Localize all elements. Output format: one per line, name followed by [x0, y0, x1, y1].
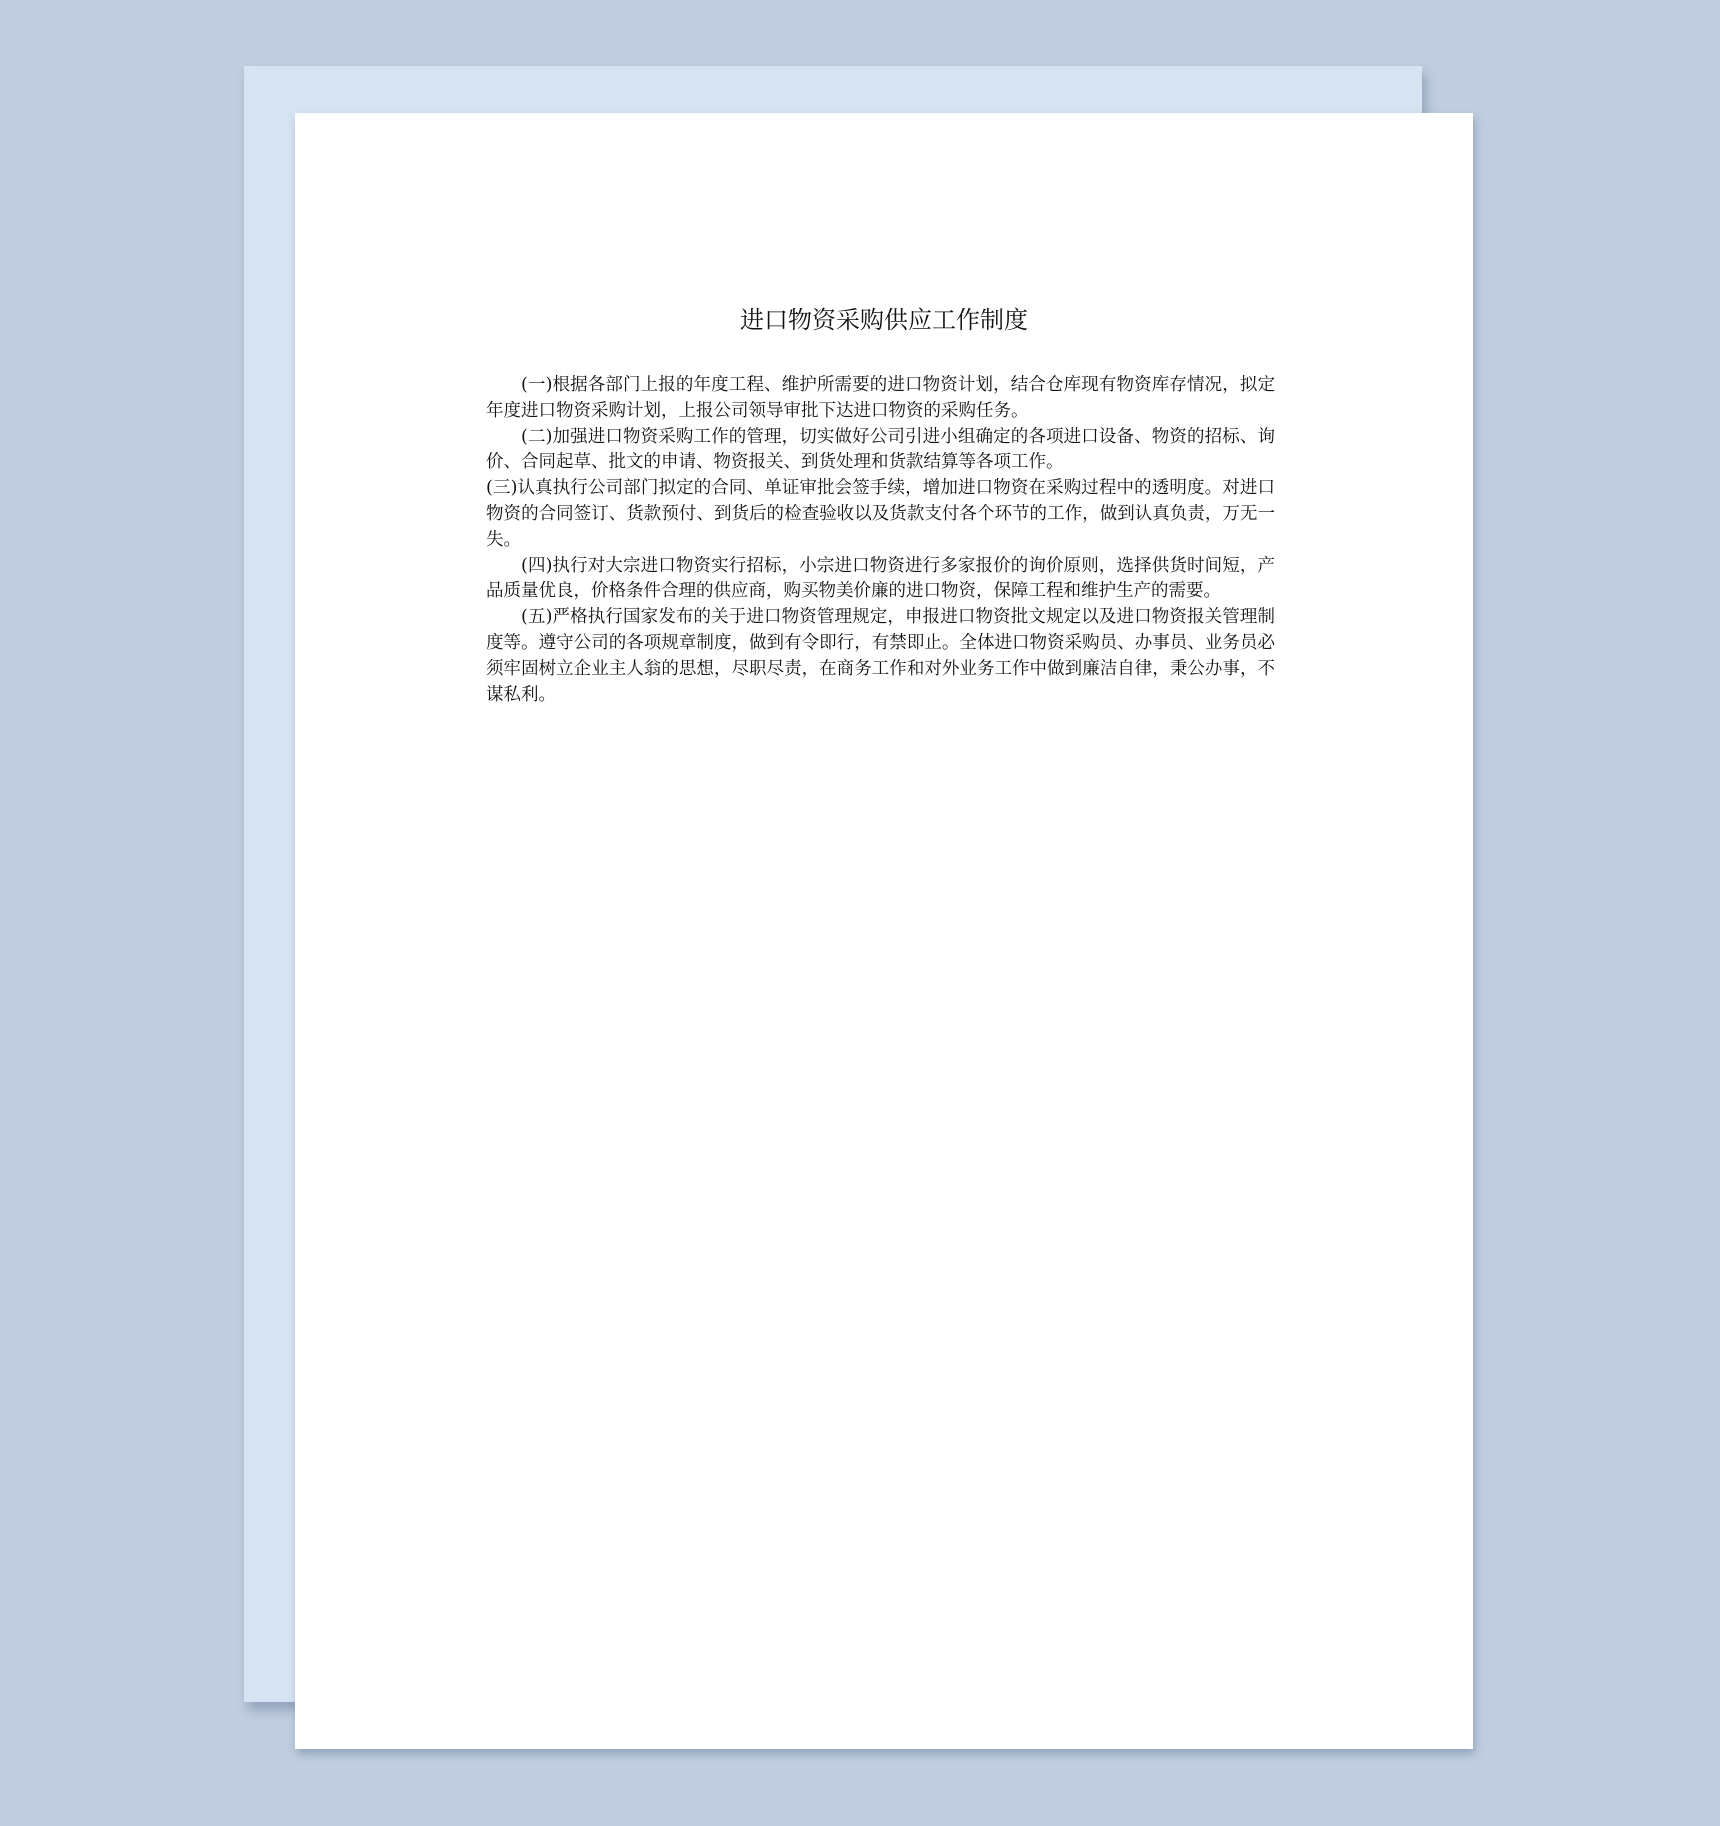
paragraph-3: (三)认真执行公司部门拟定的合同、单证审批会签手续，增加进口物资在采购过程中的透明度。对进口物资的合同签订、货款预付、到货后的检查验收以及货款支付各个环节的工作，做到认真负责，万无一失。	[486, 478, 1275, 550]
paragraph-5: (五)严格执行国家发布的关于进口物资管理规定，申报进口物资批文规定以及进口物资报关管理制度等。遵守公司的各项规章制度，做到有令即行，有禁即止。全体进口物资采购员、办事员、业务员必须牢固树立企业主人翁的思想，尽职尽责，在商务工作和对外业务工作中做到廉洁自律，秉公办事，不谋私利。	[486, 607, 1275, 705]
front-page-sheet	[295, 113, 1473, 1749]
document-body	[486, 373, 1275, 708]
paragraph-4: (四)执行对大宗进口物资实行招标，小宗进口物资进行多家报价的询价原则，选择供货时间短，产品质量优良，价格条件合理的供应商，购买物美价廉的进口物资，保障工程和维护生产的需要。	[486, 555, 1275, 602]
paragraph-1: (一)根据各部门上报的年度工程、维护所需要的进口物资计划，结合仓库现有物资库存情况，拟定年度进口物资采购计划，上报公司领导审批下达进口物资的采购任务。	[486, 375, 1275, 421]
paragraph-2: (二)加强进口物资采购工作的管理，切实做好公司引进小组确定的各项进口设备、物资的招标、询价、合同起草、批文的申请、物资报关、到货处理和货款结算等各项工作。	[486, 426, 1275, 473]
document-title: 进口物资采购供应工作制度	[740, 306, 1028, 334]
